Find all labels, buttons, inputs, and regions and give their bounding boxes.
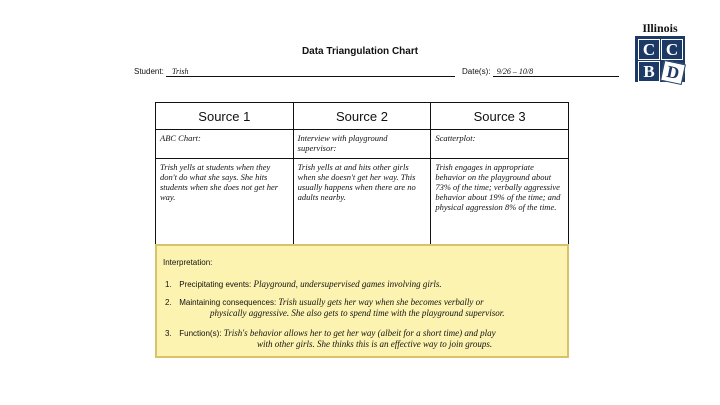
item-number: 3.	[165, 329, 172, 338]
body-row	[156, 159, 569, 246]
student-label: Student:	[134, 67, 164, 76]
interpretation-box	[155, 244, 569, 358]
logo-grid	[635, 36, 685, 82]
item-answer-cont: with other girls. She thinks this is an effective way to join groups.	[257, 339, 493, 349]
item-answer-cont: physically aggressive. She also gets to spend time with the playground supervisor.	[210, 308, 505, 318]
logo-letter: C	[661, 39, 683, 60]
dates-value: 9/26 – 10/8	[493, 67, 619, 77]
source-3-header: Source 3	[431, 103, 569, 130]
logo-letter: C	[638, 39, 660, 60]
source-1-body: Trish yells at students when they don't do what she says. She hits students when she does not get her way.	[160, 162, 279, 202]
item-label: Precipitating events:	[179, 280, 252, 289]
item-number: 2.	[165, 298, 172, 307]
student-value: Trish	[166, 67, 455, 77]
dates-label: Date(s):	[462, 67, 491, 76]
interpretation-heading: Interpretation:	[163, 258, 213, 267]
subhead-row	[156, 130, 569, 159]
triangulation-table	[155, 102, 569, 246]
source-3-body: Trish engages in appropriate behavior on the playground about 73% of the time; verbally aggressive behavior about 19% of the time; and physical aggression 8% of the time.	[435, 162, 561, 212]
logo-letter: B	[638, 61, 660, 82]
source-1-subhead: ABC Chart:	[160, 133, 201, 143]
item-answer: Trish usually gets her way when she becomes verbally or	[278, 297, 484, 307]
iccbd-logo	[635, 21, 690, 84]
item-answer: Playground, undersupervised games involving girls.	[253, 279, 442, 289]
item-answer: Trish's behavior allows her to get her way (albeit for a short time) and play	[223, 328, 496, 338]
source-2-body: Trish yells at and hits other girls when she doesn't get her way. This usually happens when there are no adults nearby.	[297, 162, 416, 202]
logo-state-text: Illinois	[642, 21, 678, 35]
item-label: Function(s):	[179, 329, 222, 338]
source-3-subhead: Scatterplot:	[435, 133, 476, 143]
logo-letter: D	[660, 60, 686, 85]
dates-field	[462, 67, 619, 77]
item-label: Maintaining consequences:	[179, 298, 277, 307]
source-1-header: Source 1	[156, 103, 294, 130]
source-2-subhead: Interview with playground supervisor:	[297, 133, 388, 153]
chart-title: Data Triangulation Chart	[301, 46, 419, 57]
interpretation-item	[165, 328, 561, 350]
student-field	[134, 67, 455, 77]
interpretation-item	[165, 279, 561, 290]
interpretation-item	[165, 297, 561, 319]
header-row	[156, 103, 569, 130]
item-number: 1.	[165, 280, 172, 289]
source-2-header: Source 2	[293, 103, 431, 130]
